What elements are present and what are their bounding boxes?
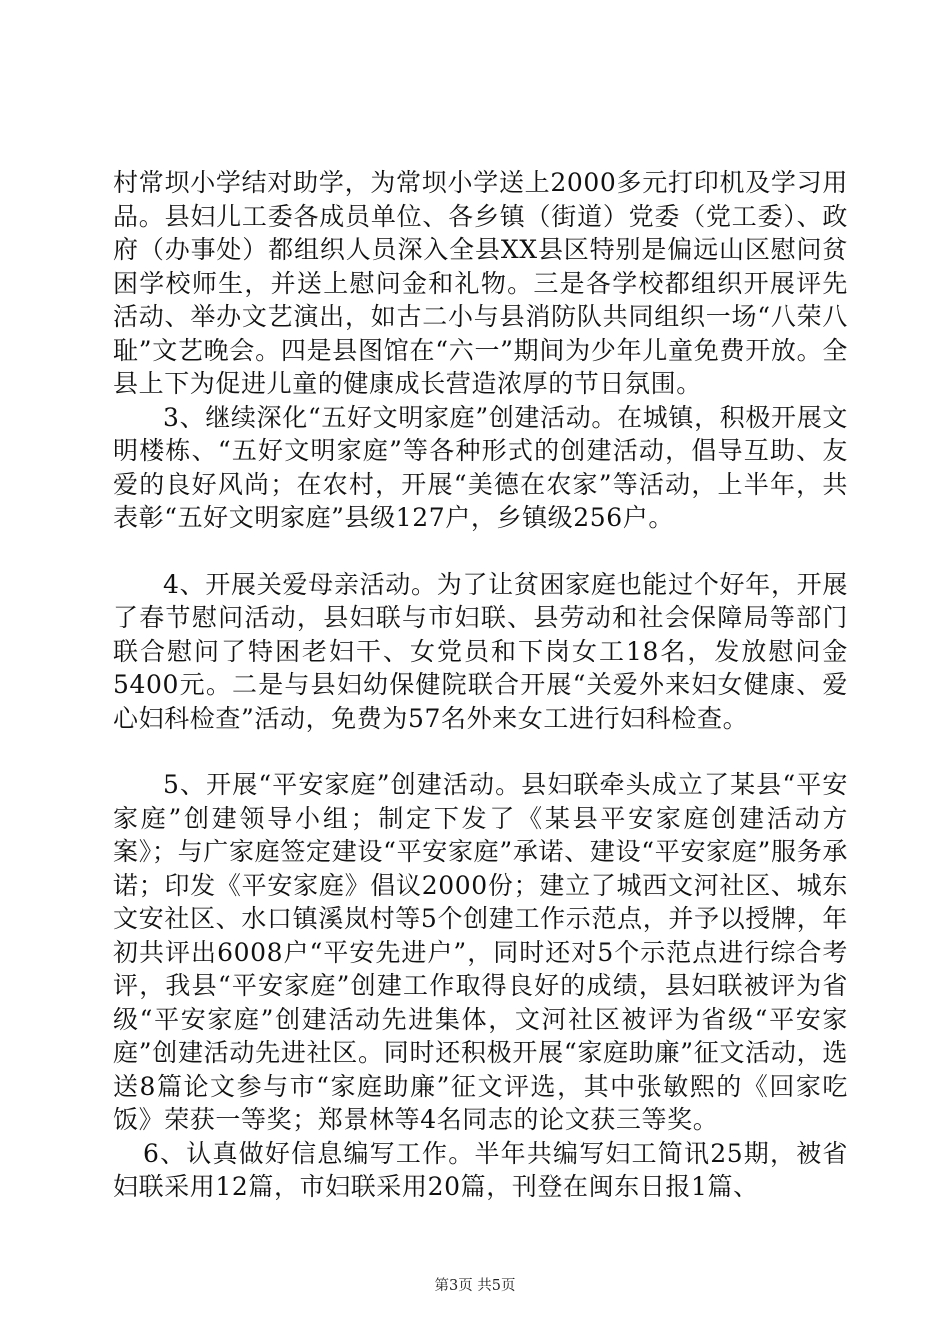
page-number-footer: 第3页 共5页 xyxy=(434,1278,516,1294)
paragraph-children-activities-continued: 村常坝小学结对助学，为常坝小学送上2000多元打印机及学习用品。县妇儿工委各成员单位、各乡镇（街道）党委（党工委）、政府（办事处）都组织人员深入全县XX县区特别是偏远山区慰问贫困学校师生，并送上慰问金和礼物。三是各学校都组织开展评先活动、举办文艺演出，如古二小与县消防队共同组织一场“八荣八耻”文艺晚会。四是县图馆在“六一”期间为少年儿童免费开放。全县上下为促进儿童的健康成长营造浓厚的节日氛围。 xyxy=(113,168,848,398)
paragraph-spacer xyxy=(113,535,848,568)
paragraph-spacer xyxy=(113,735,848,768)
paragraph-five-good-families: 3、继续深化“五好文明家庭”创建活动。在城镇，积极开展文明楼栋、“五好文明家庭”等各种形式的创建活动，倡导互助、友爱的良好风尚；在农村，开展“美德在农家”等活动，上半年，共表彰“五好文明家庭”县级127户，乡镇级256户。 xyxy=(113,402,848,532)
paragraph-caring-mothers: 4、开展关爱母亲活动。为了让贫困家庭也能过个好年，开展了春节慰问活动，县妇联与市妇联、县劳动和社会保障局等部门联合慰问了特困老妇干、女党员和下岗女工18名，发放慰问金5400元。二是与县妇幼保健院联合开展“关爱外来妇女健康、爱心妇科检查”活动，免费为57名外来女工进行妇科检查。 xyxy=(113,569,848,733)
document-body xyxy=(113,166,848,1204)
paragraph-information-writing: 6、认真做好信息编写工作。半年共编写妇工简讯25期，被省妇联采用12篇，市妇联采用20篇，刊登在闽东日报1篇、 xyxy=(113,1138,848,1201)
paragraph-safe-families: 5、开展“平安家庭”创建活动。县妇联牵头成立了某县“平安家庭”创建领导小组；制定下发了《某县平安家庭创建活动方案》；与广家庭签定建设“平安家庭”承诺、建设“平安家庭”服务承诺；印发《平安家庭》倡议2000份；建立了城西文河社区、城东文安社区、水口镇溪岚村等5个创建工作示范点，并予以授牌，年初共评出6008户“平安先进户”，同时还对5个示范点进行综合考评，我县“平安家庭”创建工作取得良好的成绩，县妇联被评为省级“平安家庭”创建活动先进集体，文河社区被评为省级“平安家庭”创建活动先进社区。同时还积极开展“家庭助廉”征文活动，选送8篇论文参与市“家庭助廉”征文评选，其中张敏熙的《回家吃饭》荣获一等奖；郑景林等4名同志的论文获三等奖。 xyxy=(113,770,848,1134)
